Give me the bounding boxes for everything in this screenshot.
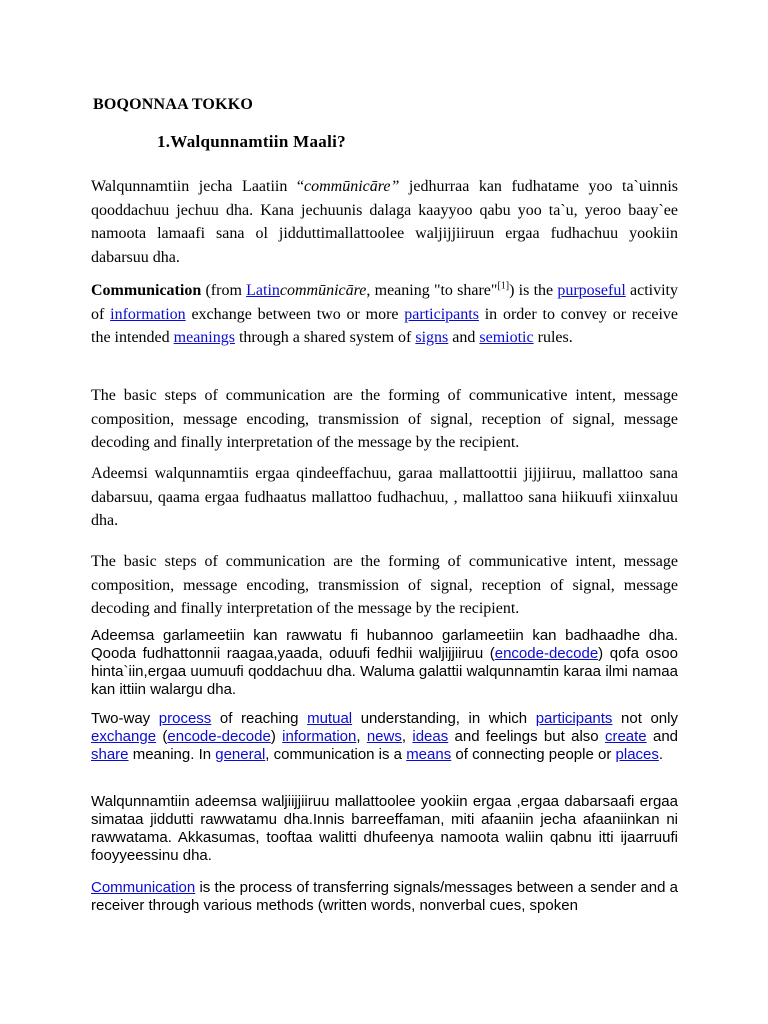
text-run: rules.	[533, 329, 573, 346]
text-run: (	[156, 728, 168, 745]
link-process[interactable]: process	[158, 710, 212, 727]
text-run: meaning. In	[128, 746, 216, 763]
text-run: .	[658, 746, 664, 763]
text-run: ,	[356, 728, 367, 745]
text-run: and	[448, 329, 480, 346]
link-exchange[interactable]: exchange	[91, 728, 157, 745]
link-participants[interactable]: participants	[404, 305, 479, 323]
chapter-heading: BOQONNAA TOKKO	[93, 96, 254, 113]
link-encode-decode[interactable]: encode-decode	[494, 645, 599, 662]
link-share[interactable]: share	[91, 746, 129, 763]
text-run: , meaning "to share"	[366, 282, 498, 299]
link-participants[interactable]: participants	[535, 710, 613, 727]
link-meanings[interactable]: meanings	[173, 329, 235, 346]
link-ideas[interactable]: ideas	[412, 728, 449, 745]
text-run: )	[270, 728, 283, 745]
text-run: (from	[201, 282, 247, 299]
link-encode-decode[interactable]: encode-decode	[167, 728, 271, 745]
bold-term: Communication	[91, 282, 202, 299]
text-run: is the process of transferring signals/messages between a sender and a receiver through various methods (written words, nonverbal cues, spoken	[91, 879, 678, 914]
paragraph-oromo-two-way	[91, 627, 678, 699]
link-purposeful[interactable]: purposeful	[557, 282, 626, 299]
paragraph-communication-process	[91, 879, 678, 915]
text-run: of connecting people or	[451, 746, 616, 763]
text-run: and	[646, 728, 679, 745]
link-communication[interactable]: Communication	[91, 879, 196, 896]
text-run: and feelings but also	[448, 728, 605, 745]
link-information[interactable]: information	[110, 305, 186, 323]
paragraph-oromo-definition	[91, 175, 678, 269]
text-run: exchange between two or more	[185, 305, 405, 323]
text-run: in order to convey or receive the intended	[91, 305, 679, 346]
link-mutual[interactable]: mutual	[307, 710, 353, 727]
section-heading: 1.Walqunnamtiin Maali?	[157, 132, 346, 151]
link-general[interactable]: general	[215, 746, 266, 763]
link-semiotic[interactable]: semiotic	[479, 329, 534, 346]
italic-term: commūnicāre	[279, 282, 367, 299]
paragraph-basic-steps-repeat: The basic steps of communication are the forming of communicative intent, message composition, message encoding, transmission of signal, reception of signal, message decoding and finally interpretation of the message by the recipient.	[91, 553, 678, 617]
paragraph-oromo-steps: Adeemsi walqunnamtiis ergaa qindeeffachuu, garaa mallattoottii jijjiiruu, mallattoo sana dabarsuu, qaama ergaa fudhaatus mallattoo fudhachuu, , mallattoo sana hiikuufi xiinxaluu dha.	[91, 465, 678, 529]
link-create[interactable]: create	[604, 728, 647, 745]
link-means[interactable]: means	[406, 746, 452, 763]
text-run: jedhurraa kan fudhatame yoo ta`uinnis qooddachuu jechuu dha. Kana jechuunis dalaga kaayyoo qabu yoo ta`u, yeroo baay`ee namoota lamaafi sana ol jidduttimallattoolee waljijjiiruun ergaa fudhachuu yookiin dabarsuu dha.	[91, 178, 678, 266]
text-run: Two-way	[91, 710, 159, 727]
text-run: through a shared system of	[234, 329, 416, 346]
text-run: Walqunnamtiin jecha Laatiin “	[91, 178, 304, 195]
text-run: ) is the	[509, 282, 558, 299]
text-run: Adeemsa garlameetiin kan rawwatu fi hubannoo garlameetiin kan badhaadhe dha. Qooda fudhattonnii raagaa,yaada, oduufi fedhii waljijjiiruu (	[91, 627, 678, 662]
text-run: ) qofa osoo hinta`iin,ergaa uumuufi qoddachuu dha. Waluma galattii walqunnamtin karaa ilmi namaa kan ittiin walargu dha.	[91, 645, 678, 698]
text-run: understanding, in which	[352, 710, 536, 727]
text-run: of reaching	[211, 710, 308, 727]
link-information[interactable]: information	[282, 728, 357, 745]
paragraph-basic-steps: The basic steps of communication are the forming of communicative intent, message composition, message encoding, transmission of signal, reception of signal, message decoding and finally interpretation of the message by the recipient.	[91, 387, 678, 451]
text-run: , communication is a	[265, 746, 407, 763]
text-run: ,	[401, 728, 413, 745]
link-signs[interactable]: signs	[415, 329, 449, 346]
text-run: not only	[612, 710, 678, 727]
paragraph-oromo-exchange: Walqunnamtiin adeemsa waljiijjiiruu mallattoolee yookiin ergaa ,ergaa dabarsaafi ergaa simataa jiddutti rawwatamu dha.Innis barreeffaman, miti afaaniin jecha afaaniinkan ni rawwatama. Akkasumas, tooftaa walitti dhufeenya namoota waliin qabnu itti ijaarruufi fooyyeessinu dha.	[91, 793, 678, 864]
paragraph-english-definition	[91, 279, 678, 350]
footnote-ref[interactable]: [1]	[497, 280, 510, 292]
link-latin[interactable]: Latin	[246, 282, 280, 299]
italic-term: commūnicāre”	[303, 178, 400, 195]
link-news[interactable]: news	[366, 728, 402, 745]
text-run: activity of	[91, 282, 678, 323]
link-places[interactable]: places	[615, 746, 659, 763]
paragraph-two-way-process	[91, 710, 678, 764]
